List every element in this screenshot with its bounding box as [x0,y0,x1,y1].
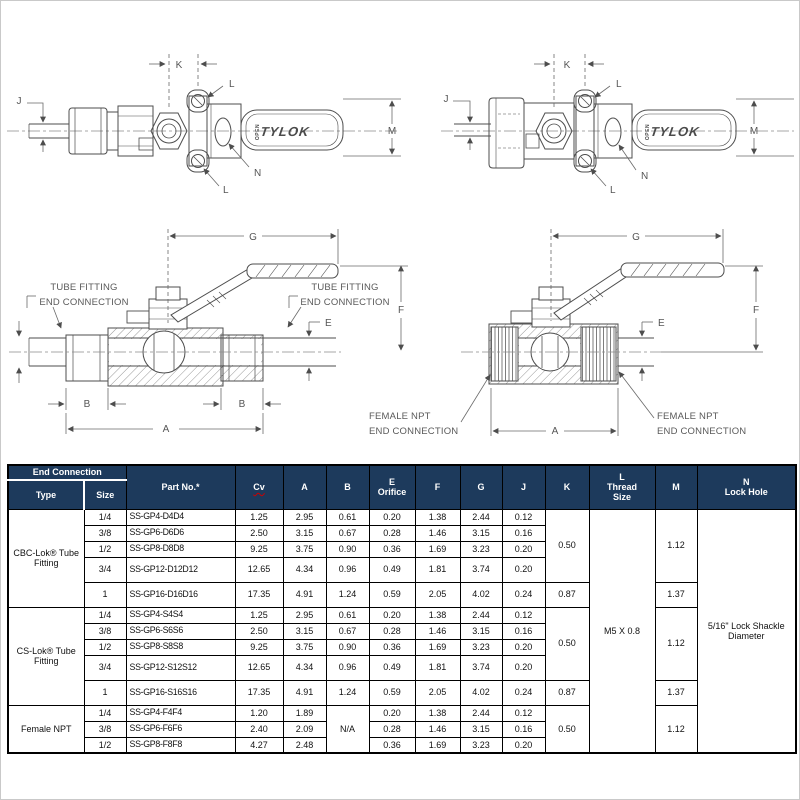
b-cell: N/A [326,705,369,753]
dim-label-f: F [752,305,760,316]
g-cell: 4.02 [460,680,502,705]
g-cell: 3.74 [460,655,502,680]
size-cell: 1/4 [84,607,126,623]
handle-open-label: OPEN [645,123,651,141]
a-cell: 3.75 [283,541,326,557]
k-cell: 0.50 [545,509,589,582]
part-no-cell: SS-GP4-D4D4 [126,509,235,525]
dim-label-l: L [229,79,235,90]
b-cell: 0.67 [326,525,369,541]
f-cell: 1.69 [415,737,460,753]
j-cell: 0.20 [502,655,545,680]
f-cell: 1.69 [415,639,460,655]
f-cell: 1.46 [415,623,460,639]
f-cell: 1.46 [415,525,460,541]
a-cell: 4.91 [283,680,326,705]
g-cell: 3.15 [460,623,502,639]
size-cell: 1/2 [84,737,126,753]
dim-label-k: K [563,60,571,71]
size-cell: 3/4 [84,557,126,582]
part-no-cell: SS-GP8-D8D8 [126,541,235,557]
cv-cell: 1.25 [235,509,283,525]
col-header-j: J [502,465,545,509]
f-cell: 1.38 [415,607,460,623]
cv-cell: 2.50 [235,623,283,639]
e-orifice-cell: 0.36 [369,541,415,557]
col-header-end-connection: End Connection [8,465,126,480]
k-cell: 0.50 [545,607,589,680]
end-connection-type-cell: Female NPT [8,705,84,753]
handle-open-label: OPEN [255,123,261,141]
col-header-part-no: Part No.* [126,465,235,509]
k-cell: 0.50 [545,705,589,753]
e-orifice-cell: 0.36 [369,639,415,655]
dim-label-e: E [658,318,665,329]
k-cell: 0.87 [545,582,589,607]
b-cell: 1.24 [326,680,369,705]
table-row [8,607,796,623]
e-orifice-cell: 0.20 [369,509,415,525]
m-cell: 1.12 [655,705,697,753]
e-orifice-cell: 0.20 [369,607,415,623]
dim-label-n: N [254,168,262,179]
b-cell: 0.67 [326,623,369,639]
a-cell: 4.34 [283,655,326,680]
cv-cell: 17.35 [235,582,283,607]
size-cell: 1/4 [84,705,126,721]
n-lock-hole-cell: 5/16" Lock Shackle Diameter [697,509,796,753]
f-cell: 2.05 [415,582,460,607]
j-cell: 0.16 [502,623,545,639]
col-header-l-thread-size: L Thread Size [589,465,655,509]
j-cell: 0.20 [502,541,545,557]
b-cell: 0.61 [326,509,369,525]
size-cell: 3/4 [84,655,126,680]
dim-label-j: J [443,94,449,105]
end-connection-type-cell: CS-Lok® Tube Fitting [8,607,84,705]
size-cell: 1/2 [84,639,126,655]
cv-cell: 12.65 [235,557,283,582]
m-cell: 1.12 [655,607,697,680]
col-header-b: B [326,465,369,509]
part-no-cell: SS-GP6-S6S6 [126,623,235,639]
col-header-g: G [460,465,502,509]
table-row [8,582,796,607]
a-cell: 2.95 [283,607,326,623]
g-cell: 2.44 [460,509,502,525]
g-cell: 3.23 [460,541,502,557]
cv-cell: 2.50 [235,525,283,541]
j-cell: 0.12 [502,607,545,623]
j-cell: 0.16 [502,525,545,541]
part-no-cell: SS-GP12-S12S12 [126,655,235,680]
dim-label-j: J [16,96,22,107]
j-cell: 0.24 [502,680,545,705]
dim-label-l: L [616,79,622,90]
dim-label-m: M [387,126,397,137]
a-cell: 2.95 [283,509,326,525]
b-cell: 1.24 [326,582,369,607]
caption-female-npt-left: FEMALE NPT [369,411,431,422]
handle-brand-label: TYLOK [649,124,701,139]
diagram-section-tube-fitting [1,223,416,451]
a-cell: 3.15 [283,623,326,639]
caption-tube-fitting-right: TUBE FITTING [311,282,379,293]
dim-label-f: F [397,305,405,316]
caption-tube-fitting-left: TUBE FITTING [50,282,118,293]
caption-tube-fitting-left: END CONNECTION [39,297,129,308]
size-cell: 1 [84,680,126,705]
m-cell: 1.37 [655,680,697,705]
a-cell: 4.34 [283,557,326,582]
j-cell: 0.20 [502,639,545,655]
table-row [8,680,796,705]
part-no-cell: SS-GP4-F4F4 [126,705,235,721]
e-orifice-cell: 0.20 [369,705,415,721]
f-cell: 2.05 [415,680,460,705]
m-cell: 1.12 [655,509,697,582]
diagram-side-view-npt [436,46,800,221]
g-cell: 3.23 [460,639,502,655]
g-cell: 3.74 [460,557,502,582]
part-no-cell: SS-GP6-F6F6 [126,721,235,737]
f-cell: 1.81 [415,557,460,582]
dim-label-g: G [249,232,257,243]
f-cell: 1.38 [415,705,460,721]
e-orifice-cell: 0.49 [369,655,415,680]
size-cell: 1/2 [84,541,126,557]
g-cell: 2.44 [460,705,502,721]
dim-label-n: N [641,171,649,182]
g-cell: 2.44 [460,607,502,623]
size-cell: 3/8 [84,623,126,639]
col-header-n-lock-hole: N Lock Hole [697,465,796,509]
f-cell: 1.69 [415,541,460,557]
caption-female-npt-right: FEMALE NPT [657,411,719,422]
b-cell: 0.90 [326,541,369,557]
part-no-cell: SS-GP6-D6D6 [126,525,235,541]
b-cell: 0.61 [326,607,369,623]
dim-label-k: K [175,60,183,71]
size-cell: 3/8 [84,721,126,737]
b-cell: 0.96 [326,557,369,582]
g-cell: 4.02 [460,582,502,607]
caption-female-npt-left: END CONNECTION [369,426,459,437]
b-cell: 0.90 [326,639,369,655]
part-no-cell: SS-GP8-S8S8 [126,639,235,655]
e-orifice-cell: 0.49 [369,557,415,582]
a-cell: 1.89 [283,705,326,721]
diagram-section-npt [361,223,800,451]
a-cell: 2.48 [283,737,326,753]
e-orifice-cell: 0.28 [369,721,415,737]
part-no-cell: SS-GP16-S16S16 [126,680,235,705]
e-orifice-cell: 0.28 [369,525,415,541]
f-cell: 1.38 [415,509,460,525]
dim-label-a: A [551,426,559,437]
dim-label-l: L [610,185,616,196]
cv-cell: 1.25 [235,607,283,623]
cv-cell: 12.65 [235,655,283,680]
g-cell: 3.15 [460,721,502,737]
cv-cell: 2.40 [235,721,283,737]
a-cell: 2.09 [283,721,326,737]
m-cell: 1.37 [655,582,697,607]
part-no-cell: SS-GP4-S4S4 [126,607,235,623]
a-cell: 3.15 [283,525,326,541]
j-cell: 0.16 [502,721,545,737]
dim-label-e: E [325,318,332,329]
g-cell: 3.23 [460,737,502,753]
j-cell: 0.20 [502,737,545,753]
e-orifice-cell: 0.59 [369,582,415,607]
end-connection-type-cell: CBC-Lok® Tube Fitting [8,509,84,607]
cv-cell: 17.35 [235,680,283,705]
dim-label-b: B [83,399,91,410]
j-cell: 0.12 [502,705,545,721]
dim-label-b: B [238,399,246,410]
size-cell: 1 [84,582,126,607]
k-cell: 0.87 [545,680,589,705]
l-thread-size-cell: M5 X 0.8 [589,509,655,753]
cv-cell: 9.25 [235,639,283,655]
size-cell: 3/8 [84,525,126,541]
col-header-k: K [545,465,589,509]
spec-table-body [8,509,796,753]
dim-label-a: A [162,424,170,435]
j-cell: 0.12 [502,509,545,525]
j-cell: 0.20 [502,557,545,582]
col-header-size: Size [84,480,126,509]
col-header-f: F [415,465,460,509]
col-header-m: M [655,465,697,509]
a-cell: 4.91 [283,582,326,607]
col-header-cv: Cv [235,465,283,509]
cv-cell: 9.25 [235,541,283,557]
col-header-type: Type [8,480,84,509]
table-row [8,705,796,721]
part-no-cell: SS-GP12-D12D12 [126,557,235,582]
part-no-cell: SS-GP8-F8F8 [126,737,235,753]
g-cell: 3.15 [460,525,502,541]
f-cell: 1.46 [415,721,460,737]
table-row [8,509,796,525]
part-no-cell: SS-GP16-D16D16 [126,582,235,607]
col-header-e-orifice: E Orifice [369,465,415,509]
b-cell: 0.96 [326,655,369,680]
caption-female-npt-right: END CONNECTION [657,426,747,437]
dim-label-g: G [632,232,640,243]
col-header-a: A [283,465,326,509]
size-cell: 1/4 [84,509,126,525]
a-cell: 3.75 [283,639,326,655]
spec-table [7,464,797,754]
j-cell: 0.24 [502,582,545,607]
e-orifice-cell: 0.59 [369,680,415,705]
diagram-side-view-tube-fitting [1,46,411,221]
handle-brand-label: TYLOK [259,124,311,139]
f-cell: 1.81 [415,655,460,680]
cv-cell: 1.20 [235,705,283,721]
e-orifice-cell: 0.28 [369,623,415,639]
cv-cell: 4.27 [235,737,283,753]
dim-label-m: M [749,126,759,137]
caption-tube-fitting-right: END CONNECTION [300,297,390,308]
dim-label-l: L [223,185,229,196]
e-orifice-cell: 0.36 [369,737,415,753]
